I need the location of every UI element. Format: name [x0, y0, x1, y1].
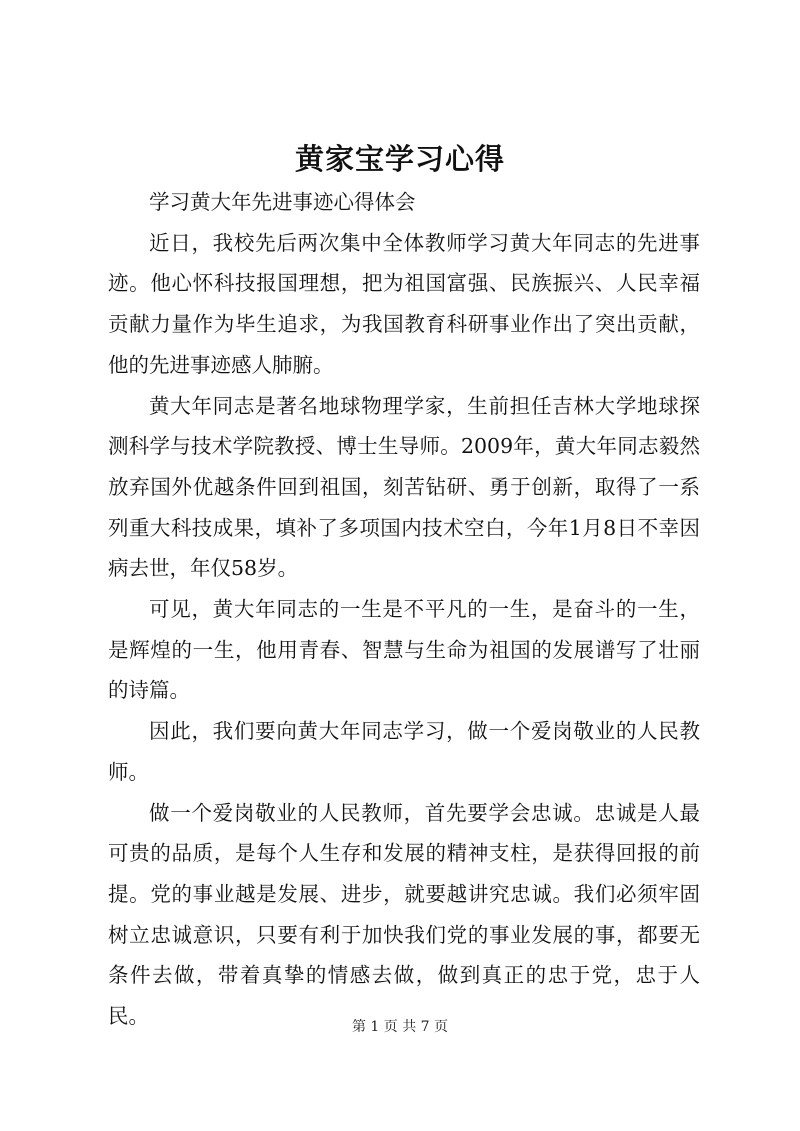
paragraph-subtitle: 学习黄大年先进事迹心得体会 — [149, 190, 416, 214]
paragraph: 可见，黄大年同志的一生是不平凡的一生，是奋斗的一生，是辉煌的一生，他用青春、智慧与生命为祖国的发展谱写了壮丽的诗篇。 — [108, 597, 700, 703]
page-footer: 第 1 页 共 7 页 — [351, 1019, 449, 1035]
document-title: 黄家宝学习心得 — [294, 142, 505, 176]
paragraph: 近日，我校先后两次集中全体教师学习黄大年同志的先进事迹。他心怀科技报国理想，把为祖国富强、民族振兴、人民幸福贡献力量作为毕生追求，为我国教育科研事业作出了突出贡献，他的先进事迹感人肺腑。 — [108, 230, 700, 377]
paragraph: 黄大年同志是著名地球物理学家，生前担任吉林大学地球探测科学与技术学院教授、博士生导师。2009年，黄大年同志毅然放弃国外优越条件回到祖国，刻苦钻研、勇于创新，取得了一系列重大科技成果，填补了多项国内技术空白，今年1月8日不幸因病去世，年仅58岁。 — [108, 393, 700, 581]
paragraph: 做一个爱岗敬业的人民教师，首先要学会忠诚。忠诚是人最可贵的品质，是每个人生存和发展的精神支柱，是获得回报的前提。党的事业越是发展、进步，就要越讲究忠诚。我们必须牢固树立忠诚意识，只要有利于加快我们党的事业发展的事，都要无条件去做，带着真挚的情感去做，做到真正的忠于党，忠于人民。 — [108, 800, 700, 1029]
document-body — [108, 182, 700, 1037]
paragraph: 因此，我们要向黄大年同志学习，做一个爱岗敬业的人民教师。 — [108, 719, 700, 784]
